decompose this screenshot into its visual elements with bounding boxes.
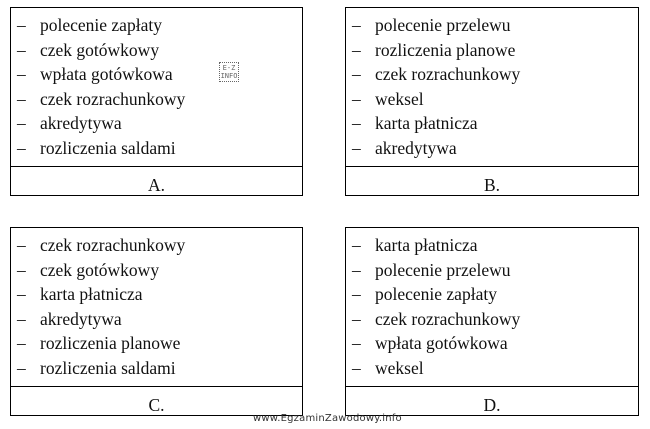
answer-option-c[interactable]: [10, 227, 303, 416]
list-item: – polecenie zapłaty: [11, 13, 302, 38]
dash-bullet: –: [17, 284, 26, 305]
list-item: – rozliczenia planowe: [11, 331, 302, 356]
dash-bullet: –: [17, 308, 26, 329]
list-item: – karta płatnicza: [346, 233, 638, 258]
list-item: – polecenie przelewu: [346, 13, 638, 38]
dash-bullet: –: [17, 333, 26, 354]
option-d-list: [346, 228, 638, 387]
option-b-label: B.: [483, 175, 501, 195]
list-item: – weksel: [346, 87, 638, 112]
dash-bullet: –: [352, 259, 361, 280]
list-item: – weksel: [346, 356, 638, 381]
dash-bullet: –: [17, 137, 26, 158]
list-item: – karta płatnicza: [11, 282, 302, 307]
list-item: – polecenie przelewu: [346, 258, 638, 283]
list-item: – czek gotówkowy: [11, 38, 302, 63]
list-item: – akredytywa: [346, 136, 638, 161]
dash-bullet: –: [17, 88, 26, 109]
list-item: – czek rozrachunkowy: [11, 233, 302, 258]
dash-bullet: –: [17, 39, 26, 60]
site-watermark: www.EgzaminZawodowy.info: [253, 413, 402, 424]
answer-option-a[interactable]: [10, 7, 303, 196]
option-b-list: [346, 8, 638, 167]
dash-bullet: –: [352, 64, 361, 85]
dash-bullet: –: [17, 259, 26, 280]
answer-option-b[interactable]: [345, 7, 639, 196]
dash-bullet: –: [352, 357, 361, 378]
answer-option-d[interactable]: [345, 227, 639, 416]
list-item: – wpłata gotówkowa: [11, 62, 302, 87]
dash-bullet: –: [17, 113, 26, 134]
dash-bullet: –: [17, 235, 26, 255]
dash-bullet: –: [352, 308, 361, 329]
dash-bullet: –: [17, 64, 26, 85]
list-item: – czek rozrachunkowy: [346, 307, 638, 332]
list-item: – polecenie zapłaty: [346, 282, 638, 307]
dash-bullet: –: [352, 113, 361, 134]
list-item: – karta płatnicza: [346, 111, 638, 136]
option-c-list: [11, 228, 302, 387]
option-c-label: C.: [148, 395, 165, 415]
list-item: – rozliczenia planowe: [346, 38, 638, 63]
dash-bullet: –: [17, 15, 26, 35]
option-a-list: [11, 8, 302, 167]
list-item: – wpłata gotówkowa: [346, 331, 638, 356]
dash-bullet: –: [17, 357, 26, 378]
dash-bullet: –: [352, 235, 361, 255]
list-item: – czek rozrachunkowy: [346, 62, 638, 87]
option-d-label: D.: [483, 395, 501, 415]
list-item: – czek gotówkowy: [11, 258, 302, 283]
dash-bullet: –: [352, 39, 361, 60]
list-item: – akredytywa: [11, 307, 302, 332]
dash-bullet: –: [352, 333, 361, 354]
option-a-label: A.: [147, 175, 165, 195]
dash-bullet: –: [352, 137, 361, 158]
list-item: – czek rozrachunkowy: [11, 87, 302, 112]
ez-info-icon: E-Z INFO: [220, 64, 238, 80]
list-item: – rozliczenia saldami: [11, 136, 302, 161]
list-item: – akredytywa: [11, 111, 302, 136]
list-item: – rozliczenia saldami: [11, 356, 302, 381]
dash-bullet: –: [352, 15, 361, 35]
dash-bullet: –: [352, 284, 361, 305]
dash-bullet: –: [352, 88, 361, 109]
